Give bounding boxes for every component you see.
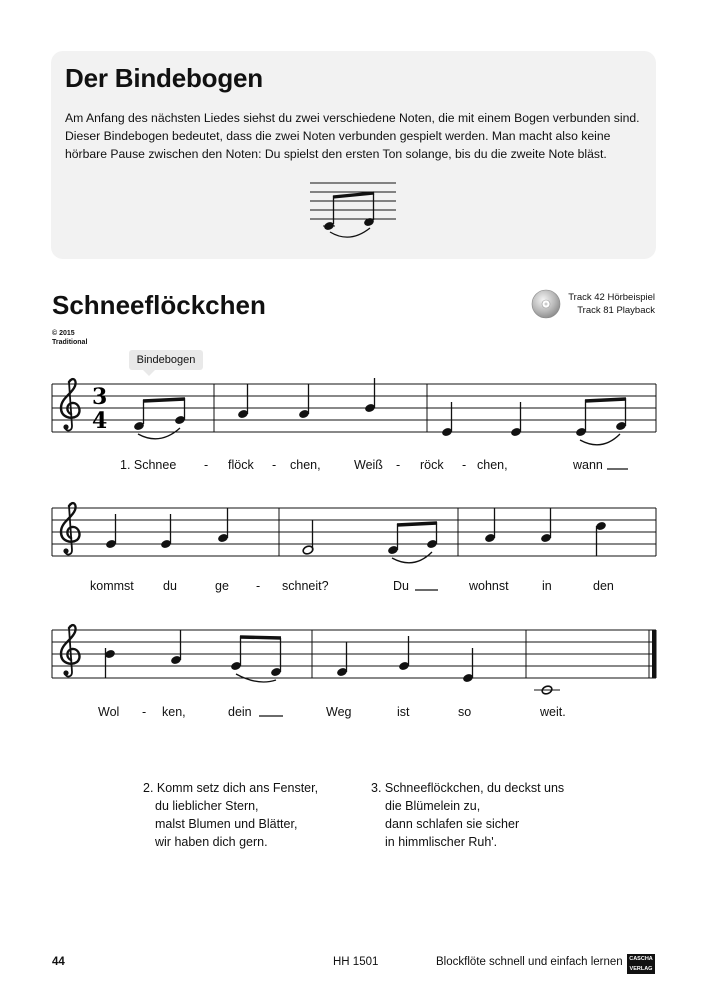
verse-2-line-4: wir haben dich gern. (155, 835, 268, 849)
info-box-title: Der Bindebogen (65, 63, 263, 93)
copyright: © 2015 (52, 330, 75, 337)
verse-3-line-4: in himmlischer Ruh'. (385, 835, 498, 849)
svg-text:ken,: ken, (162, 705, 186, 719)
book-code: HH 1501 (333, 956, 379, 968)
svg-text:-: - (142, 705, 147, 719)
svg-text:-: - (396, 458, 401, 472)
svg-text:Wol: Wol (98, 705, 120, 719)
lyrics-row-1 (120, 458, 628, 472)
verse-3 (371, 779, 564, 851)
svg-text:chen,: chen, (290, 458, 321, 472)
svg-text:-: - (204, 458, 209, 472)
verse-2-line-1: 2. Komm setz dich ans Fenster, (143, 781, 319, 795)
svg-text:Weiß: Weiß (354, 458, 383, 472)
verse-2 (143, 779, 318, 851)
svg-text:chen,: chen, (477, 458, 508, 472)
svg-text:so: so (458, 705, 472, 719)
svg-text:Weg: Weg (326, 705, 352, 719)
lyrics-row-3 (98, 705, 566, 719)
svg-text:1. Schnee: 1. Schnee (120, 458, 177, 472)
info-box-text: Am Anfang des nächsten Liedes siehst du zwei verschiedene Noten, die mit einem Bogen verbunden sind. Dieser Bindebogen bedeutet, dass die zwei Noten verbunden gespielt werden. Man macht also keine hörbare Pause zwischen den Noten: Du spielst den ersten Ton solange, bis du die zweite Note bläst. (65, 111, 640, 161)
svg-text:Du: Du (393, 579, 409, 593)
svg-text:-: - (256, 579, 261, 593)
svg-text:-: - (272, 458, 277, 472)
svg-text:du: du (163, 579, 177, 593)
time-signature-bottom: 4 (92, 408, 108, 434)
svg-text:weit.: weit. (540, 705, 566, 719)
staff-3 (52, 625, 657, 695)
example-tie (330, 228, 370, 237)
svg-text:ist: ist (397, 705, 410, 719)
svg-text:wann: wann (573, 458, 603, 472)
lyrics-row-2 (90, 579, 614, 593)
verse-3-line-1: 3. Schneeflöckchen, du deckst uns (371, 781, 565, 795)
book-title: Blockflöte schnell und einfach lernen (436, 956, 623, 968)
svg-text:wohnst: wohnst (469, 579, 509, 593)
track-playback: Track 81 Playback (577, 305, 655, 316)
bindebogen-annotation: Bindebogen (129, 350, 203, 370)
svg-text:röck: röck (420, 458, 444, 472)
svg-text:schneit?: schneit? (282, 579, 329, 593)
verse-2-line-2: du lieblicher Stern, (155, 799, 259, 813)
publisher-logo: CASCHA VERLAG (627, 954, 655, 974)
svg-text:in: in (542, 579, 552, 593)
verse-3-line-2: die Blümelein zu, (385, 799, 481, 813)
svg-text:den: den (593, 579, 614, 593)
page-number: 44 (52, 956, 65, 968)
example-staff (310, 183, 396, 237)
svg-text:-: - (462, 458, 467, 472)
verse-3-line-3: dann schlafen sie sicher (385, 817, 520, 831)
track-hoerbeispiel: Track 42 Hörbeispiel (568, 292, 655, 303)
svg-text:dein: dein (228, 705, 252, 719)
song-title: Schneeflöckchen (52, 290, 266, 320)
staff-1 (52, 378, 656, 445)
verse-2-line-3: malst Blumen und Blätter, (155, 817, 298, 831)
svg-text:flöck: flöck (228, 458, 254, 472)
staff-2 (52, 503, 656, 563)
time-signature-top: 3 (92, 384, 108, 410)
svg-text:kommst: kommst (90, 579, 134, 593)
composer: Traditional (52, 339, 88, 346)
svg-text:ge: ge (215, 579, 229, 593)
